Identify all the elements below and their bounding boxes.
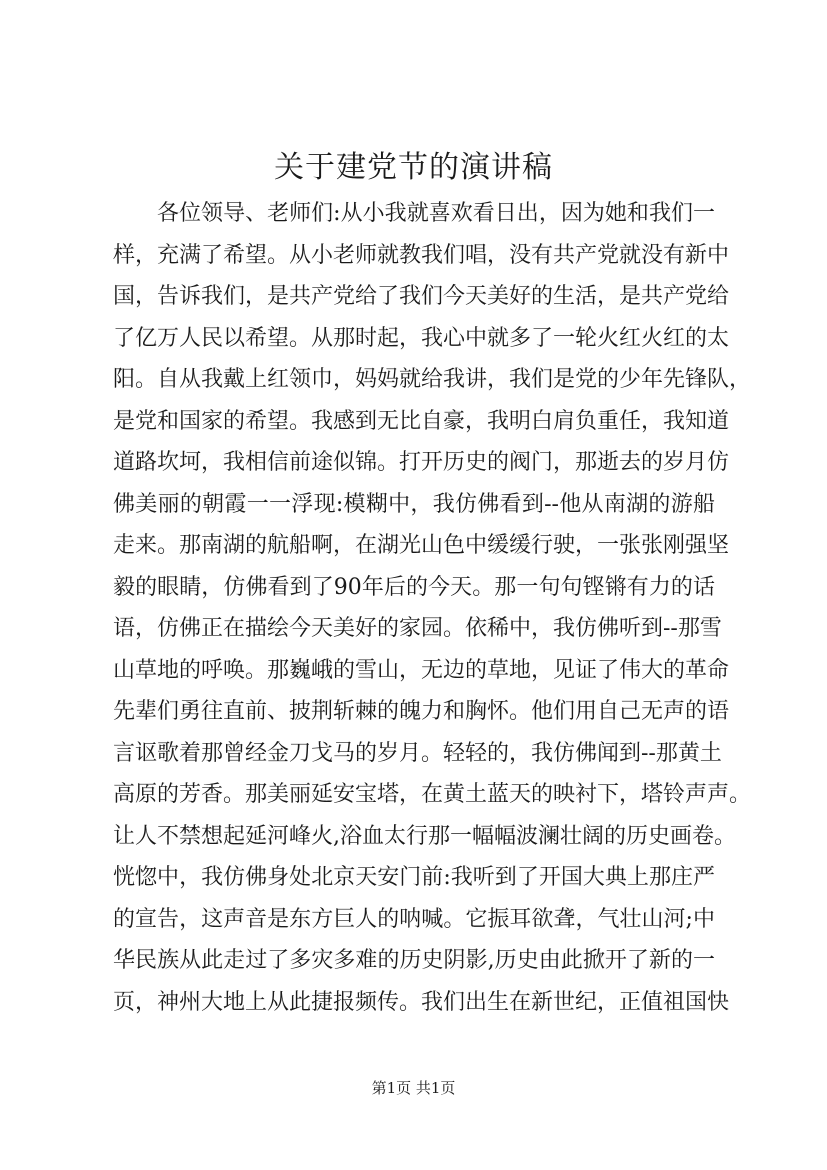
body-line: 页，神州大地上从此捷报频传。我们出生在新世纪，正值祖国快 <box>113 989 730 1015</box>
body-line: 样，充满了希望。从小老师就教我们唱，没有共产党就没有新中 <box>113 242 730 268</box>
body-line: 阳。自从我戴上红领巾，妈妈就给我讲，我们是党的少年先锋队， <box>113 367 752 392</box>
body-line: 走来。那南湖的航船啊，在湖光山色中缓缓行驶，一张张刚强坚 <box>113 533 730 558</box>
body-line: 毅的眼睛，仿佛看到了90年后的今天。那一句句铿锵有力的话 <box>113 574 715 600</box>
body-line: 佛美丽的朝霞一一浮现:模糊中，我仿佛看到--他从南湖的游船 <box>113 491 715 517</box>
body-line: 国，告诉我们，是共产党给了我们今天美好的生活，是共产党给 <box>113 284 730 309</box>
body-line: 高原的芳香。那美丽延安宝塔，在黄土蓝天的映衬下，塔铃声声。 <box>113 782 752 807</box>
document-body <box>113 193 752 1023</box>
body-line: 言讴歌着那曾经金刀戈马的岁月。轻轻的，我仿佛闻到--那黄土 <box>113 740 722 766</box>
body-line: 让人不禁想起延河峰火,浴血太行那一幅幅波澜壮阔的历史画卷。 <box>113 823 736 849</box>
body-line: 华民族从此走过了多灾多难的历史阴影,历史由此掀开了新的一 <box>113 948 715 973</box>
body-line: 先辈们勇往直前、披荆斩棘的魄力和胸怀。他们用自己无声的语 <box>113 699 730 724</box>
body-line: 语，仿佛正在描绘今天美好的家园。依稀中，我仿佛听到--那雪 <box>113 616 722 641</box>
body-line: 各位领导、老师们:从小我就喜欢看日出，因为她和我们一 <box>157 201 715 226</box>
page-number-footer: 第1页 共1页 <box>371 1079 456 1097</box>
body-line: 的宣告，这声音是东方巨人的呐喊。它振耳欲聋，气壮山河;中 <box>113 906 715 932</box>
body-line: 是党和国家的希望。我感到无比自豪，我明白肩负重任，我知道 <box>113 408 730 434</box>
body-line: 恍惚中，我仿佛身处北京天安门前:我听到了开国大典上那庄严 <box>113 865 715 890</box>
body-line: 山草地的呼唤。那巍峨的雪山，无边的草地，见证了伟大的革命 <box>113 657 730 683</box>
body-line: 道路坎坷，我相信前途似锦。打开历史的阀门，那逝去的岁月仿 <box>113 450 730 475</box>
body-line: 了亿万人民以希望。从那时起，我心中就多了一轮火红火红的太 <box>113 325 730 351</box>
document-title: 关于建党节的演讲稿 <box>274 150 553 185</box>
